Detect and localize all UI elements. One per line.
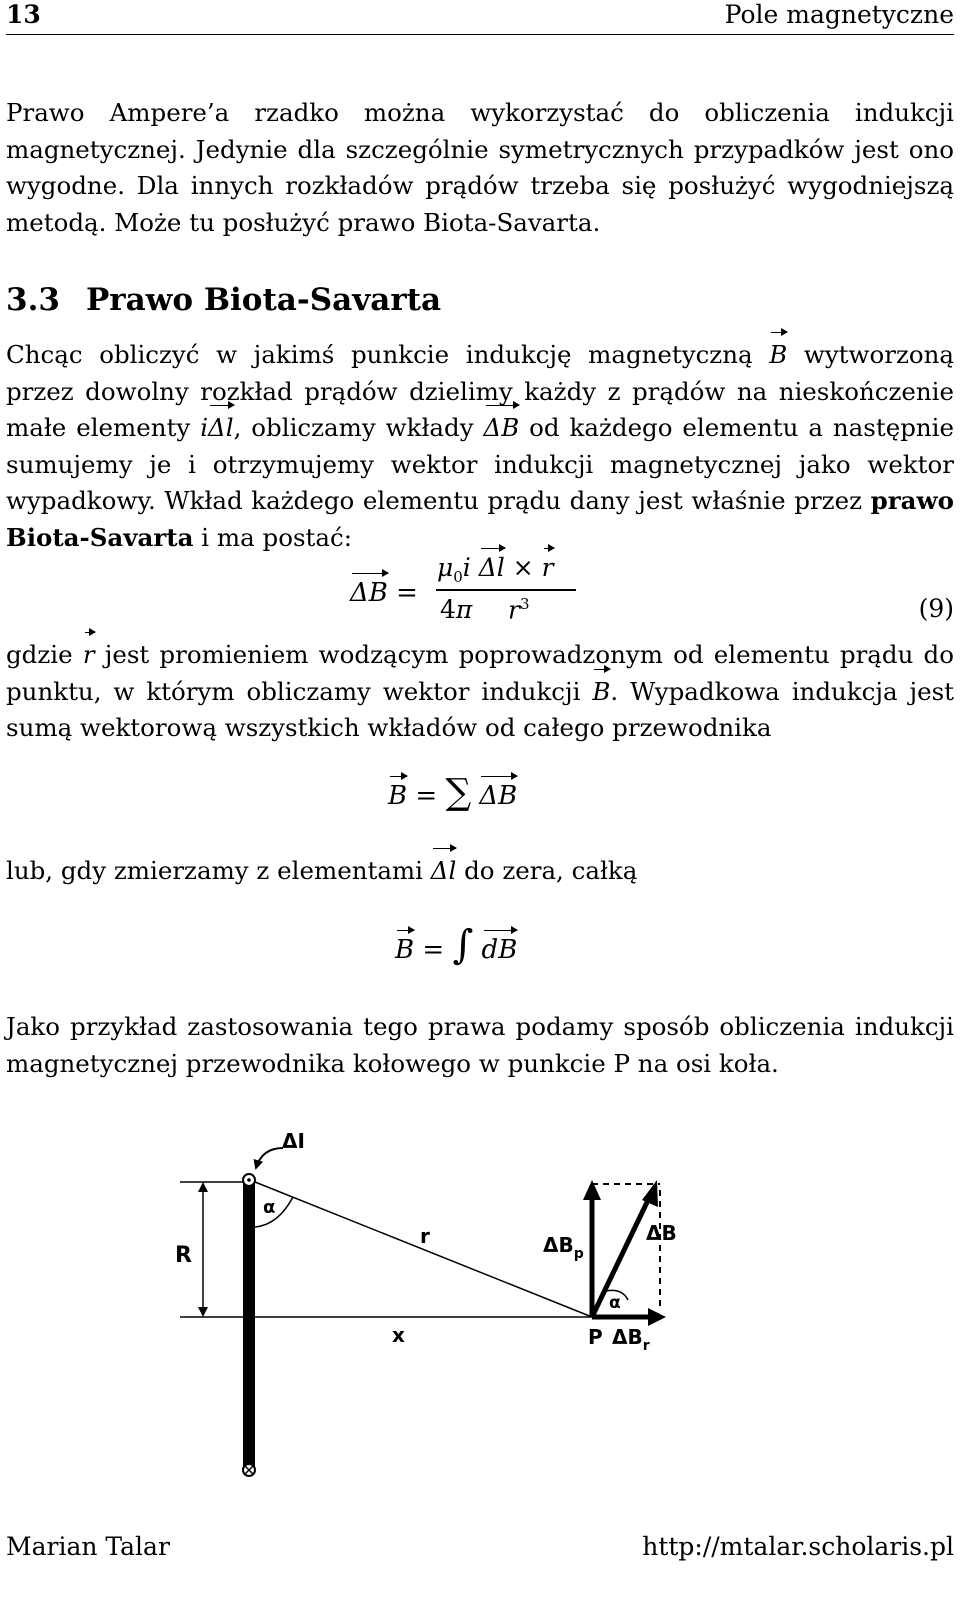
intro-paragraph: Prawo Ampere’a rzadko można wykorzystać do obliczenia indukcji magnetycznej. Jedynie dla szczególnie symetrycznych przypadków jest ono wygodne. Dla innych rozkładów prądów trzeba się posłużyć wygodniejszą metodą. Może tu posłużyć prawo Biota-Savarta. [6, 98, 954, 237]
eq9-lhs: ΔB = [350, 578, 418, 608]
footer-author: Marian Talar [6, 1532, 170, 1561]
footer-url: http://mtalar.scholaris.pl [642, 1532, 954, 1561]
page-number: 13 [6, 0, 41, 29]
vector-dl: Δl [431, 853, 457, 890]
x-label: x [392, 1323, 405, 1347]
limit-paragraph: lub, gdy zmierzamy z elementami Δl do zera, całką [6, 853, 954, 890]
r-line [255, 1182, 592, 1317]
dB-label: ΔB [646, 1221, 677, 1245]
dl-label: ΔI [282, 1129, 305, 1153]
vector-B-2: B [592, 674, 610, 711]
equation-number: (9) [918, 594, 954, 623]
current-element: iΔl [200, 413, 233, 442]
sum-equation: B = ∑ ΔB [388, 772, 518, 813]
page-header [6, 0, 954, 35]
vector-dB: ΔB [484, 410, 520, 447]
example-paragraph: Jako przykład zastosowania tego prawa podamy sposób obliczenia indukcji magnetycznej przewodnika kołowego w punkcie P na osi koła. [6, 1012, 954, 1078]
eq9-den-left: 4π [440, 595, 473, 624]
radius-paragraph: gdzie r jest promieniem wodzącym poprowadzonym od elementu prądu do punktu, w którym obliczamy wektor indukcji B. Wypadkowa indukcja jest sumą wektorową wszystkich wkładów od całego przewodnika [6, 637, 954, 747]
vector-B: B [769, 337, 787, 374]
P-label: P [588, 1325, 603, 1349]
biot-savart-paragraph: Chcąc obliczyć w jakimś punkcie indukcję magnetyczną B wytworzoną przez dowolny rozkład prądów dzielimy każdy z prądów na nieskończenie małe elementy iΔl, obliczamy wkłady ΔB od każdego elementu a następnie sumujemy je i otrzymujemy wektor indukcji magnetycznej jako wektor wypadkowy. Wkład każdego elementu prądu dany jest właśnie przez prawo Biota-Savarta i ma postać: [6, 337, 954, 556]
law-name: prawo Biota-Savarta [6, 486, 954, 552]
section-heading [6, 282, 441, 318]
page-footer [6, 1532, 954, 1561]
r-label: r [420, 1224, 430, 1248]
circular-loop-figure [0, 1110, 960, 1500]
eq9-numerator: $\mu_0i$ Δl × r [437, 553, 554, 586]
chapter-title: Pole magnetyczne [724, 0, 954, 29]
dB-vector [592, 1196, 650, 1317]
integral-equation: B = ∫ dB [395, 922, 518, 968]
section-title: Prawo Biota-Savarta [85, 282, 442, 318]
alpha-top-label: α [263, 1197, 276, 1218]
dBp-label: $\Delta B_p$ [543, 1233, 584, 1262]
section-number: 3.3 [6, 282, 60, 318]
alpha-bottom-label: α [609, 1293, 621, 1313]
dl-pointer-arrow [256, 1148, 283, 1168]
conductor-wire [243, 1182, 255, 1467]
R-label: R [175, 1243, 192, 1268]
eq9-den-right: $r^3$ [508, 595, 530, 625]
dBr-label: $\Delta B_r$ [612, 1325, 650, 1354]
vector-r: r [83, 637, 95, 674]
